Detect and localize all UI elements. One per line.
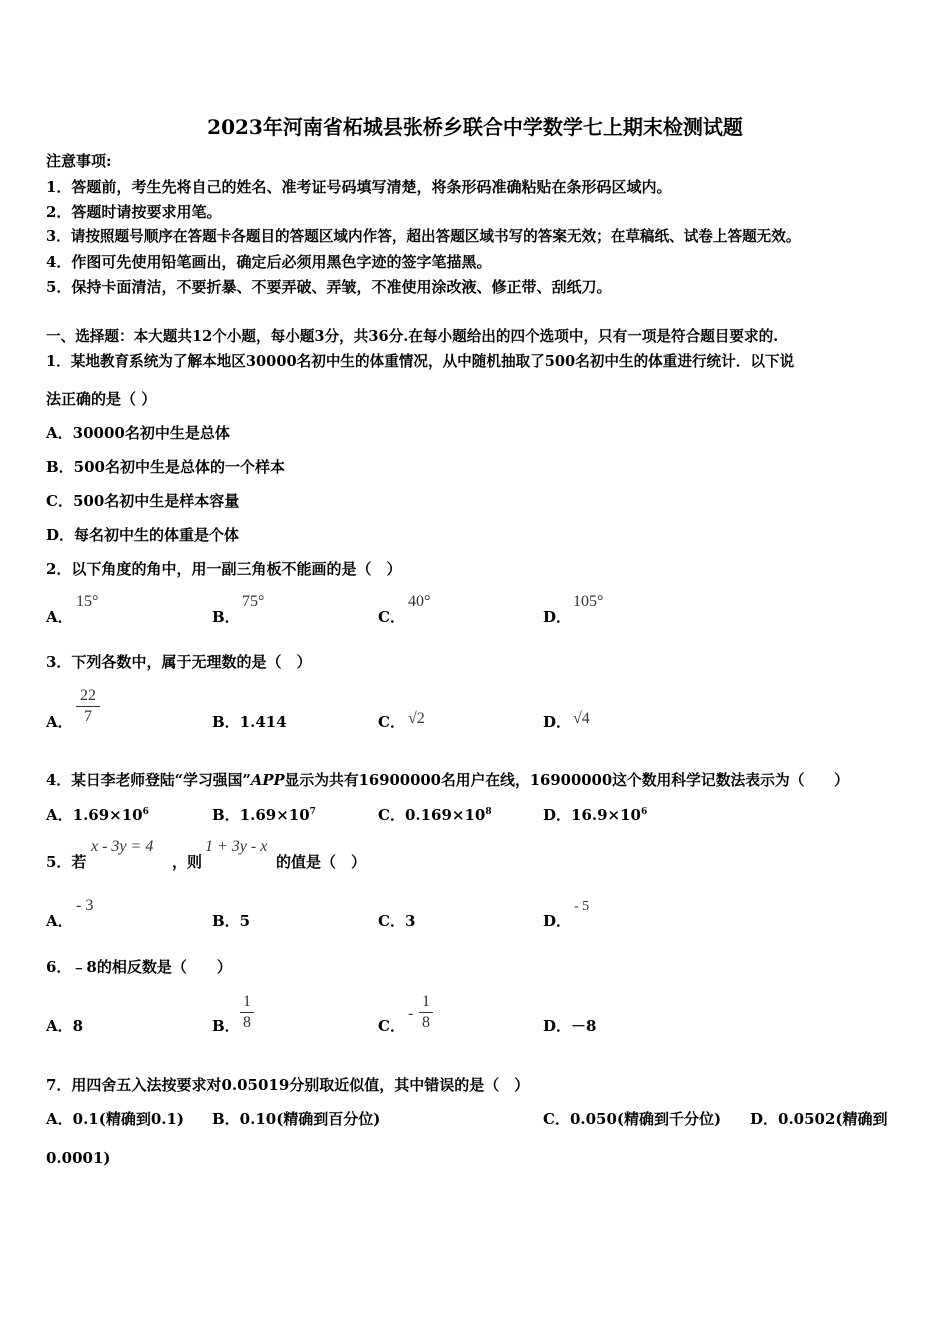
question-6-sign-c: - bbox=[408, 1005, 414, 1022]
fraction-denominator: 8 bbox=[243, 1014, 251, 1031]
question-6-label-c: C． bbox=[378, 1017, 405, 1035]
question-6-label-b: B． bbox=[212, 1017, 240, 1035]
question-1-stem: 1．某地教育系统为了解本地区30000名初中生的体重情况，从中随机抽取了500名初中生的体重进行统计．以下说 bbox=[46, 353, 795, 370]
fraction-denominator: 7 bbox=[84, 708, 92, 725]
question-4-stem-app: APP bbox=[250, 772, 285, 789]
question-2-value-b: 75° bbox=[242, 593, 265, 610]
question-5-stem-b: ，则 bbox=[172, 853, 203, 871]
question-5-stem-c: 的值是（ ） bbox=[276, 853, 367, 871]
notice-item: 3．请按照题号顺序在答题卡各题目的答题区域内作答，超出答题区域书写的答案无效；在草稿纸、试卷上答题无效。 bbox=[46, 228, 801, 245]
question-2-label-d: D． bbox=[543, 608, 572, 626]
question-2-value-c: 40° bbox=[408, 593, 431, 610]
notice-item: 1．答题前，考生先将自己的姓名、准考证号码填写清楚，将条形码准确粘贴在条形码区域内。 bbox=[46, 178, 672, 196]
question-7-option-d-cont: 0.0001) bbox=[46, 1149, 111, 1167]
question-7-stem: 7．用四舍五入法按要求对0.05019分别取近似值，其中错误的是（ ） bbox=[46, 1076, 530, 1094]
question-6-option-a: A．8 bbox=[46, 1017, 84, 1035]
question-4-option-c: C．$0.169\times 10^8$ bbox=[378, 806, 492, 824]
question-2-value-d: 105° bbox=[573, 593, 604, 610]
question-5-value-a: - 3 bbox=[76, 897, 94, 914]
question-5-expr2: 1 + 3y - x bbox=[205, 838, 268, 855]
question-3-fraction-a bbox=[76, 687, 100, 726]
question-6-stem: 6．﹣8的相反数是（ ） bbox=[46, 958, 232, 976]
question-6-fraction-c bbox=[419, 993, 433, 1032]
question-3-sqrt-d: √4 bbox=[573, 710, 590, 727]
question-5-value-d: - 5 bbox=[574, 899, 590, 914]
fraction-numerator: 1 bbox=[243, 993, 251, 1010]
question-5-option-b: B．5 bbox=[212, 912, 251, 930]
question-7-option-a: A．0.1(精确到0.1) bbox=[46, 1110, 185, 1128]
notice-heading: 注意事项: bbox=[46, 152, 112, 170]
fraction-numerator: 1 bbox=[422, 993, 430, 1010]
fraction-bar bbox=[76, 706, 100, 707]
question-4-option-b: B．$1.69\times 10^7$ bbox=[212, 806, 316, 824]
question-3-label-c: C． bbox=[378, 713, 405, 731]
question-7-option-c: C．0.050(精确到千分位) bbox=[543, 1110, 722, 1128]
question-4-stem-pre: 4．某日李老师登陆“学习强国” bbox=[46, 772, 251, 789]
question-4-option-d: D．$16.9\times 10^6$ bbox=[543, 806, 648, 824]
question-4-option-a: A．$1.69\times 10^6$ bbox=[46, 806, 149, 824]
question-1-option-b: B．500名初中生是总体的一个样本 bbox=[46, 458, 285, 476]
question-7-option-b: B．0.10(精确到百分位) bbox=[212, 1110, 381, 1128]
question-2-stem: 2．以下角度的角中，用一副三角板不能画的是（ ） bbox=[46, 560, 402, 578]
fraction-numerator: 22 bbox=[80, 687, 96, 704]
question-5-stem-a: 5．若 bbox=[46, 853, 87, 871]
question-3-sqrt-c: √2 bbox=[408, 710, 425, 727]
question-7-option-d: D．0.0502(精确到 bbox=[750, 1110, 888, 1128]
question-6-option-d: D．－8 bbox=[543, 1017, 597, 1035]
question-3-label-a: A． bbox=[46, 713, 73, 731]
question-5-option-c: C．3 bbox=[378, 912, 416, 930]
notice-item: 4．作图可先使用铅笔画出，确定后必须用黑色字迹的签字笔描黑。 bbox=[46, 253, 492, 271]
section-heading: 一、选择题：本大题共12个小题，每小题3分，共36分.在每小题给出的四个选项中，只有一项是符合题目要求的. bbox=[46, 328, 779, 345]
question-3-label-d: D． bbox=[543, 713, 572, 731]
question-3-stem: 3．下列各数中，属于无理数的是（ ） bbox=[46, 653, 312, 671]
fraction-denominator: 8 bbox=[422, 1014, 430, 1031]
question-1-option-d: D．每名初中生的体重是个体 bbox=[46, 526, 240, 544]
question-2-label-b: B． bbox=[212, 608, 240, 626]
question-2-label-c: C． bbox=[378, 608, 405, 626]
question-5-label-d: D． bbox=[543, 912, 572, 930]
question-1-option-c: C．500名初中生是样本容量 bbox=[46, 492, 240, 510]
question-1-stem-cont: 法正确的是（ ） bbox=[46, 390, 157, 408]
question-5-label-a: A． bbox=[46, 912, 73, 930]
question-4-stem-post: 显示为共有16900000名用户在线，16900000这个数用科学记数法表示为（ ） bbox=[284, 772, 849, 789]
question-6-fraction-b bbox=[240, 993, 254, 1032]
fraction-bar bbox=[419, 1012, 433, 1013]
question-3-option-b: B．1.414 bbox=[212, 713, 287, 731]
question-4-stem bbox=[46, 771, 849, 791]
question-2-label-a: A． bbox=[46, 608, 73, 626]
question-2-value-a: 15° bbox=[76, 593, 99, 610]
fraction-bar bbox=[240, 1012, 254, 1013]
question-5-expr1: x - 3y = 4 bbox=[91, 838, 154, 855]
notice-item: 2．答题时请按要求用笔。 bbox=[46, 203, 222, 221]
page-title: 2023年河南省柘城县张桥乡联合中学数学七上期末检测试题 bbox=[207, 115, 743, 139]
question-1-option-a: A．30000名初中生是总体 bbox=[46, 424, 230, 442]
notice-item: 5．保持卡面清洁，不要折暴、不要弄破、弄皱，不准使用涂改液、修正带、刮纸刀。 bbox=[46, 278, 612, 296]
